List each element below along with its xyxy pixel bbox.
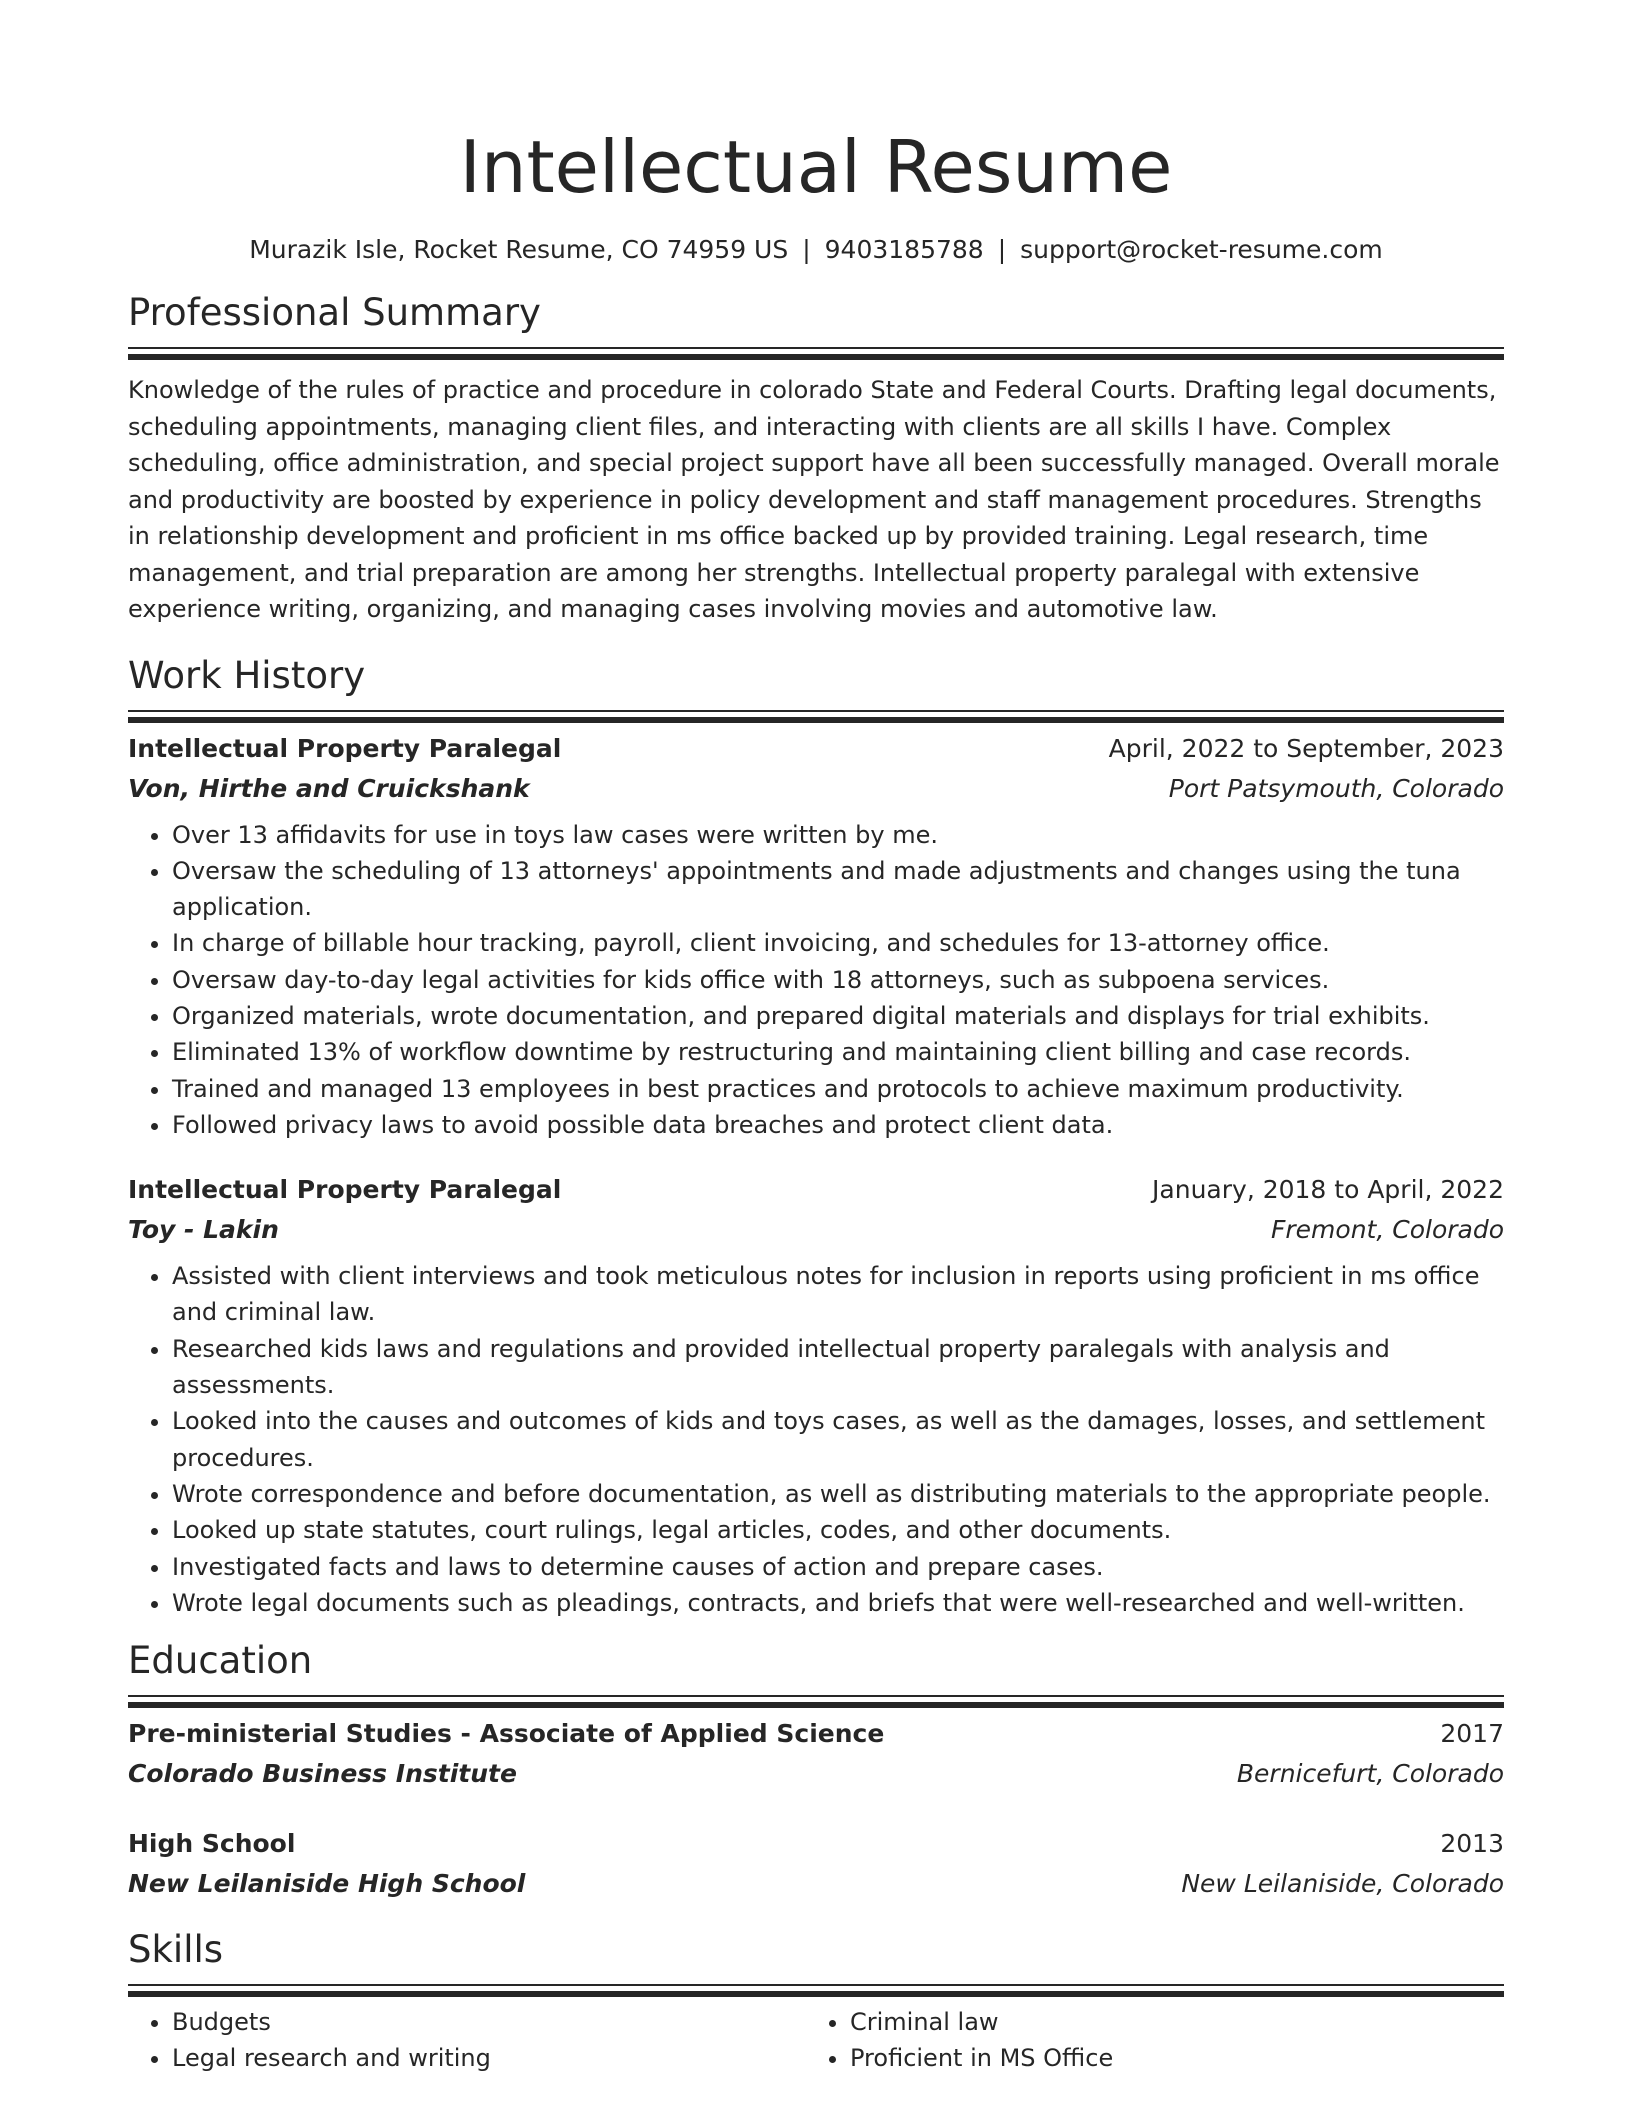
- education-section: [128, 1637, 1504, 1904]
- job-entry: [128, 1170, 1504, 1621]
- education-location: Bernicefurt, Colorado: [1236, 1759, 1504, 1789]
- education-year: 2017: [1440, 1719, 1504, 1749]
- job-header: [128, 1170, 1504, 1210]
- contact-phone: 9403185788: [824, 235, 984, 264]
- skills-section: [128, 1926, 1504, 2077]
- job-bullet: • In charge of billable hour tracking, payroll, client invoicing, and schedules for 13-attorney office.: [172, 925, 1504, 961]
- section-divider: [128, 1695, 1504, 1697]
- job-bullet: • Followed privacy laws to avoid possible data breaches and protect client data.: [172, 1107, 1504, 1143]
- job-bullet: • Investigated facts and laws to determine causes of action and prepare cases.: [172, 1549, 1504, 1585]
- contact-email: support@rocket-resume.com: [1020, 235, 1383, 264]
- contact-separator: |: [997, 235, 1007, 264]
- contact-line: [128, 234, 1504, 266]
- work-history-section: [128, 652, 1504, 1622]
- education-degree: Pre-ministerial Studies - Associate of Applied Science: [128, 1719, 885, 1749]
- job-location: Port Patsymouth, Colorado: [1168, 773, 1504, 803]
- job-bullet: • Trained and managed 13 employees in best practices and protocols to achieve maximum productivity.: [172, 1071, 1504, 1107]
- skill-item: • Proficient in MS Office: [850, 2040, 1484, 2076]
- summary-text: Knowledge of the rules of practice and procedure in colorado State and Federal Courts. Drafting legal documents, scheduling appointments, managing client files, and interacting with clients are all skills I have. Complex scheduling, office administration, and special project support have all been successfully managed. Overall morale and productivity are boosted by experience in policy development and staff management procedures. Strengths in relationship development and proficient in ms office backed up by provided training. Legal research, time management, and trial preparation are among her strengths. Intellectual property paralegal with extensive experience writing, organizing, and managing cases involving movies and automotive law.: [128, 376, 1500, 623]
- education-school: New Leilaniside High School: [128, 1869, 526, 1899]
- job-dates: April, 2022 to September, 2023: [1108, 733, 1504, 763]
- education-header: [128, 1714, 1504, 1754]
- job-title: Intellectual Property Paralegal: [128, 733, 562, 763]
- skills-heading: Skills: [128, 1928, 224, 1972]
- resume-name: Intellectual Resume: [459, 125, 1173, 209]
- skill-item: • Budgets: [172, 2004, 806, 2040]
- education-entry: [128, 1824, 1504, 1904]
- job-bullet: • Looked into the causes and outcomes of kids and toys cases, as well as the damages, losses, and settlement procedures.: [172, 1403, 1504, 1476]
- job-company: Toy - Lakin: [128, 1215, 279, 1245]
- job-subheader: [128, 769, 1504, 809]
- summary-heading: Professional Summary: [128, 291, 541, 334]
- education-entry: [128, 1714, 1504, 1794]
- job-subheader: [128, 1210, 1504, 1250]
- resume-page: [128, 0, 1504, 2077]
- job-company: Von, Hirthe and Cruickshank: [128, 773, 530, 803]
- education-subheader: [128, 1754, 1504, 1794]
- job-bullet: • Wrote legal documents such as pleadings, contracts, and briefs that were well-researched and well-written.: [172, 1585, 1504, 1621]
- section-divider: [128, 710, 1504, 712]
- contact-separator: |: [802, 235, 811, 264]
- job-header: [128, 729, 1504, 769]
- skill-item: • Legal research and writing: [172, 2040, 806, 2076]
- job-location: Fremont, Colorado: [1271, 1215, 1504, 1245]
- job-bullets: [128, 817, 1504, 1144]
- skill-item: • Criminal law: [850, 2004, 1484, 2040]
- summary-section: [128, 289, 1504, 628]
- skills-columns: [128, 2004, 1504, 2077]
- education-header: [128, 1824, 1504, 1864]
- job-bullet: • Organized materials, wrote documentation, and prepared digital materials and displays for trial exhibits.: [172, 998, 1504, 1034]
- skills-column-right: [806, 2004, 1484, 2077]
- job-bullet: • Wrote correspondence and before documentation, as well as distributing materials to the appropriate people.: [172, 1476, 1504, 1512]
- job-bullet: • Looked up state statutes, court rulings, legal articles, codes, and other documents.: [172, 1512, 1504, 1548]
- job-bullet: • Oversaw day-to-day legal activities for kids office with 18 attorneys, such as subpoena services.: [172, 962, 1504, 998]
- section-divider: [128, 1984, 1504, 1986]
- contact-address: Murazik Isle, Rocket Resume, CO 74959 US: [249, 235, 789, 264]
- job-bullet: • Oversaw the scheduling of 13 attorneys' appointments and made adjustments and changes using the tuna application.: [172, 853, 1504, 926]
- job-title: Intellectual Property Paralegal: [128, 1175, 562, 1205]
- job-bullet: • Assisted with client interviews and took meticulous notes for inclusion in reports using proficient in ms office and criminal law.: [172, 1258, 1504, 1331]
- section-divider: [128, 347, 1504, 349]
- job-entry: [128, 729, 1504, 1144]
- job-bullet: • Over 13 affidavits for use in toys law cases were written by me.: [172, 817, 1504, 853]
- education-heading: Education: [128, 1639, 313, 1683]
- education-year: 2013: [1440, 1829, 1504, 1859]
- skills-column-left: [128, 2004, 806, 2077]
- job-dates: January, 2018 to April, 2022: [1152, 1175, 1504, 1205]
- education-school: Colorado Business Institute: [128, 1759, 517, 1789]
- work-history-heading: Work History: [128, 653, 366, 697]
- job-bullets: [128, 1258, 1504, 1621]
- education-subheader: [128, 1864, 1504, 1904]
- education-degree: High School: [128, 1829, 296, 1859]
- job-bullet: • Eliminated 13% of workflow downtime by restructuring and maintaining client billing and case records.: [172, 1034, 1504, 1070]
- job-bullet: • Researched kids laws and regulations and provided intellectual property paralegals with analysis and assessments.: [172, 1331, 1504, 1404]
- education-location: New Leilaniside, Colorado: [1181, 1869, 1504, 1899]
